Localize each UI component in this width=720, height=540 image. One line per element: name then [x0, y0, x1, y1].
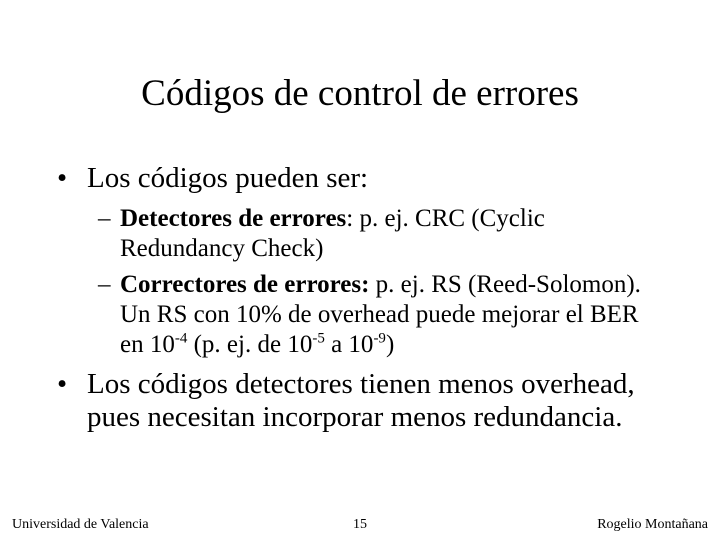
text-part: p. ej. RS (Reed-Solomon). Un RS con 10% de overhead puede mejorar el BER en 10 [120, 271, 641, 358]
text-part: ) [385, 331, 395, 358]
dash-marker: – [98, 271, 111, 298]
bold-term: Correctores de errores: [120, 271, 370, 298]
footer-author: Rogelio Montañana [597, 517, 708, 532]
bullet-marker: • [57, 162, 68, 194]
bullet-marker: • [57, 368, 68, 400]
text-part: (p. ej. de 10 [187, 331, 313, 358]
sub-bullet-rest: : p. ej. CRC (Cyclic Redundancy Check) [120, 205, 545, 262]
bold-term: Detectores de errores [120, 205, 347, 232]
dash-marker: – [98, 205, 111, 232]
bullet-text: Los códigos pueden ser: [87, 162, 369, 194]
text-part: a 10 [324, 331, 374, 358]
footer-institution: Universidad de Valencia [12, 517, 149, 532]
bullet-text: Los códigos detectores tienen menos overhead, pues necesitan incorporar menos redundancia. [87, 368, 635, 433]
exponent: -9 [373, 330, 386, 347]
sub-bullet-text [120, 204, 660, 264]
exponent: -5 [312, 330, 325, 347]
slide-title: Códigos de control de errores [141, 73, 579, 114]
exponent: -4 [174, 330, 188, 347]
sub-bullet-text [120, 270, 660, 360]
footer-page-number: 15 [353, 517, 367, 532]
